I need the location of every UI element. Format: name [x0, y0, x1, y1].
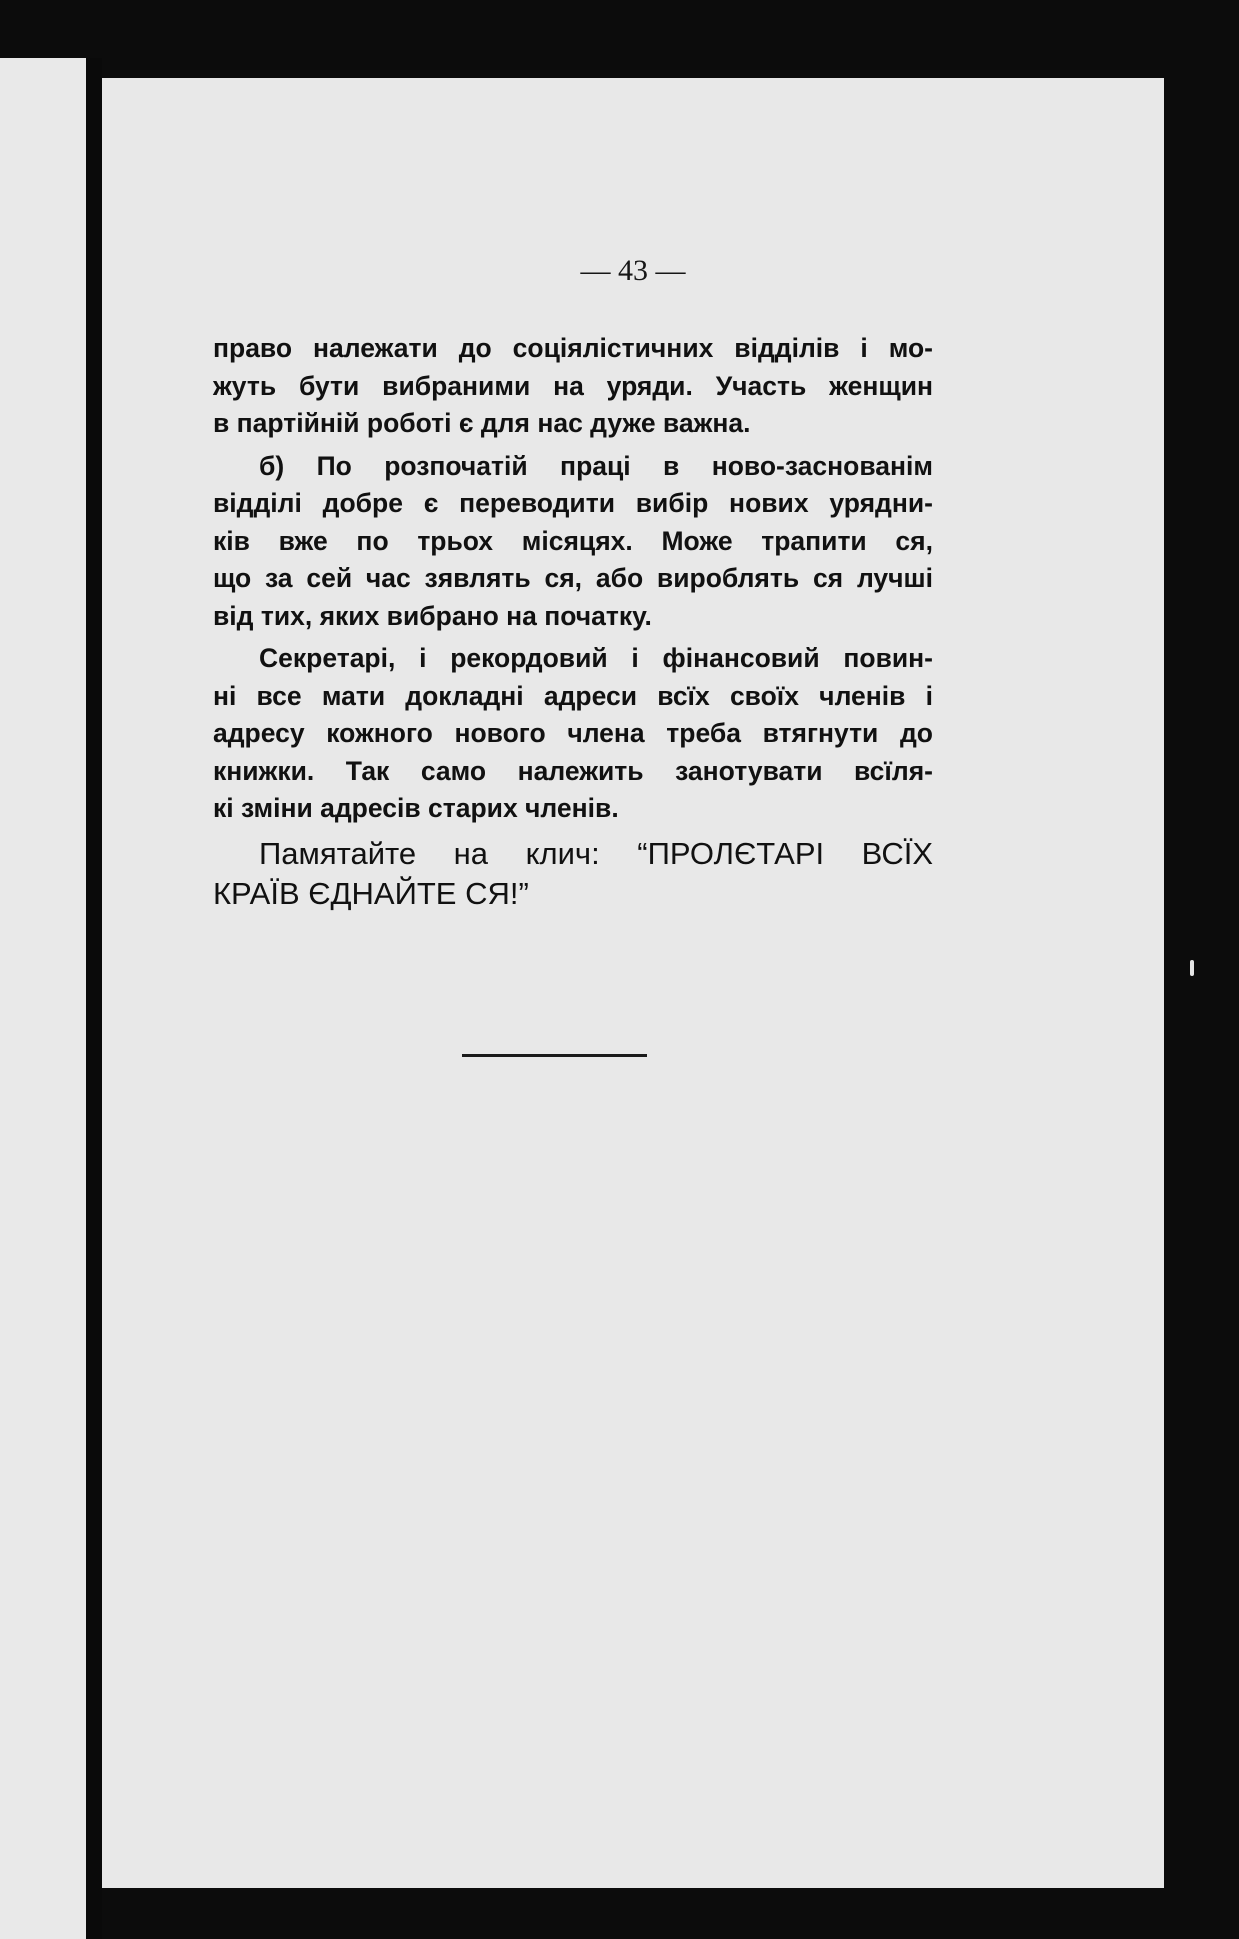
text-line: відділі добре є переводити вибір нових урядни- — [213, 488, 933, 518]
text-line: Секретарі, і рекордовий і фінансовий повин- — [259, 643, 933, 673]
slogan — [213, 834, 933, 914]
text-line: ні все мати докладні адреси всїх своїх членів і — [213, 680, 933, 711]
end-rule-divider — [462, 1054, 647, 1057]
scan-mark — [1190, 960, 1194, 976]
paragraph-secretaries — [213, 640, 933, 828]
text-line: кі зміни адресів старих членів. — [213, 793, 619, 823]
book-gutter — [86, 58, 102, 1939]
text-line: книжки. Так само належить занотувати всїля- — [213, 755, 933, 786]
text-line: адресу кожного нового члена треба втягнути до — [213, 718, 933, 748]
text-line: право належати до соціялістичних відділів і мо- — [213, 333, 933, 363]
page-body-text — [213, 330, 933, 914]
paragraph-continuation — [213, 330, 933, 443]
book-page — [102, 78, 1164, 1888]
text-line: б) По розпочатій праці в ново-заснованім — [259, 450, 933, 481]
paragraph-b — [213, 448, 933, 636]
left-page-edge — [0, 58, 86, 1939]
slogan-line: КРАЇВ ЄДНАЙТЕ СЯ!” — [213, 875, 529, 911]
text-line: жуть бути вибраними на уряди. Участь женщин — [213, 370, 933, 401]
slogan-line: Памятайте на клич: “ПРОЛЄТАРІ ВСЇХ — [259, 835, 933, 871]
text-line: що за сей час зявлять ся, або вироблять ся лучші — [213, 563, 933, 593]
text-line: ків вже по трьох місяцях. Може трапити ся, — [213, 525, 933, 556]
text-line: в партійній роботі є для нас дуже важна. — [213, 408, 751, 438]
page-number: — 43 — — [580, 254, 686, 287]
text-line: від тих, яких вибрано на початку. — [213, 600, 652, 631]
